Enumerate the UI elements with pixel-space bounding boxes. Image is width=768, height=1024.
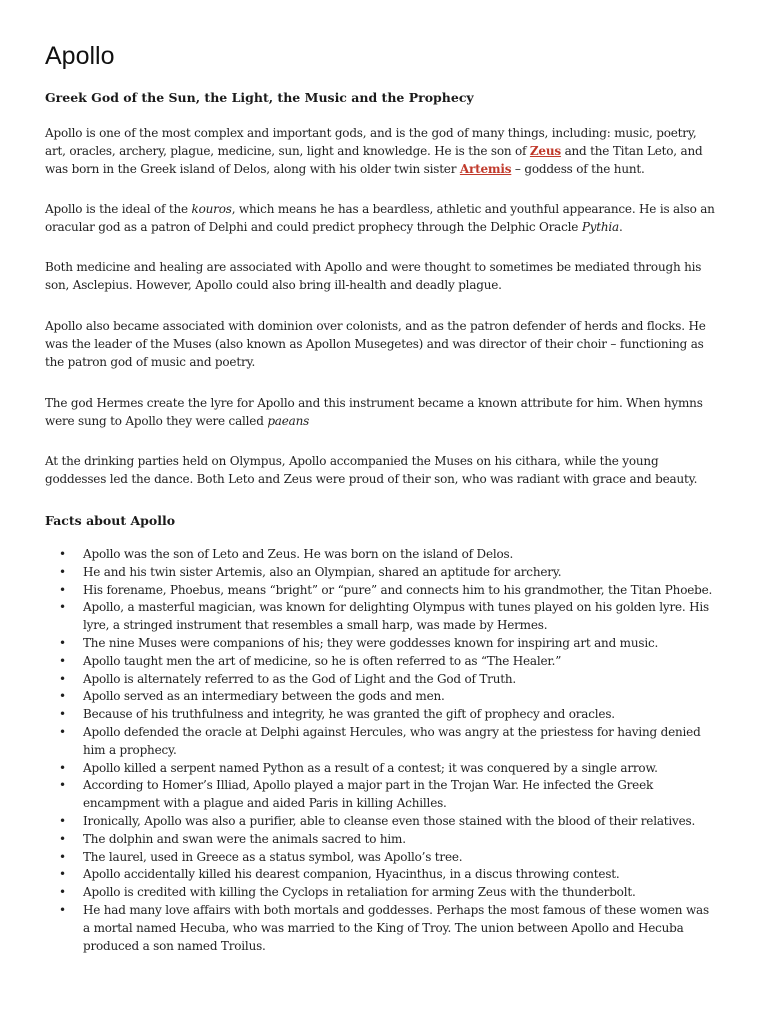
bullet-icon: •	[59, 778, 66, 793]
fact-list-item	[45, 688, 715, 706]
fact-text: He had many love affairs with both mortals and goddesses. Perhaps the most famous of these women was a mortal named Hecuba, who was married to the King of Troy. The union between Apollo and Hecuba produced a son named Troilus.	[83, 902, 709, 953]
fact-text: The nine Muses were companions of his; they were goddesses known for inspiring art and music.	[83, 635, 659, 650]
olympus-paragraph: At the drinking parties held on Olympus, Apollo accompanied the Muses on his cithara, while the young goddesses led the dance. Both Leto and Zeus were proud of their son, who was radiant with grace and beauty.	[45, 454, 698, 486]
muses-paragraph: Apollo also became associated with dominion over colonists, and as the patron defender of herds and flocks. He was the leader of the Muses (also known as Apollon Musegetes) and was director of their choir – functioning as the patron god of music and poetry.	[45, 319, 706, 369]
fact-text: Apollo taught men the art of medicine, so he is often referred to as “The Healer.”	[83, 653, 562, 668]
kouros-paragraph	[45, 200, 715, 236]
bullet-icon: •	[59, 760, 66, 775]
kouros-term: kouros	[191, 202, 232, 216]
fact-text: Apollo killed a serpent named Python as a result of a contest; it was conquered by a single arrow.	[83, 760, 658, 775]
bullet-icon: •	[59, 653, 66, 668]
fact-text: Because of his truthfulness and integrity, he was granted the gift of prophecy and oracles.	[83, 707, 615, 722]
fact-text: His forename, Phoebus, means “bright” or “pure” and connects him to his grandmother, the Titan Phoebe.	[83, 582, 713, 597]
bullet-icon: •	[59, 547, 66, 561]
fact-text: Apollo is credited with killing the Cyclops in retaliation for arming Zeus with the thunderbolt.	[83, 885, 636, 900]
intro-text-1: Apollo is one of the most complex and important gods, and is the god of many things, including: music, poetry, art, oracles, archery, plague, medicine, sun, light and knowledge. He is the son of	[45, 126, 697, 158]
fact-text: He and his twin sister Artemis, also an Olympian, shared an aptitude for archery.	[83, 564, 562, 579]
fact-list-item	[45, 671, 715, 689]
bullet-icon: •	[59, 813, 66, 828]
fact-text: Apollo accidentally killed his dearest companion, Hyacinthus, in a discus throwing contest.	[83, 867, 620, 882]
fact-text: The dolphin and swan were the animals sacred to him.	[83, 831, 406, 846]
fact-text: Apollo is alternately referred to as the God of Light and the God of Truth.	[83, 671, 517, 686]
page-subtitle: Greek God of the Sun, the Light, the Music and the Prophecy	[45, 90, 474, 105]
fact-list-item	[45, 866, 715, 884]
fact-list-item	[45, 884, 715, 902]
bullet-icon: •	[59, 600, 66, 615]
intro-text-3: – goddess of the hunt.	[511, 162, 645, 176]
fact-list-item	[45, 831, 715, 849]
facts-list	[45, 546, 715, 955]
page-title: Apollo	[45, 42, 115, 70]
bullet-icon: •	[59, 564, 66, 579]
intro-paragraph	[45, 124, 715, 178]
bullet-icon: •	[59, 689, 66, 704]
medicine-paragraph: Both medicine and healing are associated with Apollo and were thought to sometimes be mediated through his son, Asclepius. However, Apollo could also bring ill-health and deadly plague.	[45, 260, 702, 292]
pythia-term: Pythia	[581, 220, 620, 234]
bullet-icon: •	[59, 707, 66, 722]
fact-text: Apollo defended the oracle at Delphi against Hercules, who was angry at the priestess for having denied him a prophecy.	[83, 724, 701, 757]
fact-list-item	[45, 635, 715, 653]
para2-text-1: Apollo is the ideal of the	[45, 202, 192, 216]
intro-text-2: and the Titan Leto, and was born in the Greek island of Delos, along with his older twin sister	[45, 144, 703, 176]
bullet-icon: •	[59, 902, 66, 917]
fact-list-item	[45, 564, 715, 582]
artemis-link[interactable]: Artemis	[459, 162, 512, 176]
bullet-icon: •	[59, 582, 66, 597]
fact-text: Ironically, Apollo was also a purifier, able to cleanse even those stained with the blood of their relatives.	[83, 813, 696, 828]
bullet-icon: •	[59, 831, 66, 846]
fact-text: The laurel, used in Greece as a status symbol, was Apollo’s tree.	[83, 849, 463, 864]
bullet-icon: •	[59, 724, 66, 739]
lyre-paragraph	[45, 394, 715, 430]
fact-text: Apollo, a masterful magician, was known for delighting Olympus with tunes played on his golden lyre. His lyre, a stringed instrument that resembles a small harp, was made by Hermes.	[83, 600, 709, 633]
bullet-icon: •	[59, 635, 66, 650]
fact-list-item	[45, 724, 715, 760]
fact-list-item	[45, 849, 715, 867]
fact-text: Apollo served as an intermediary between the gods and men.	[83, 689, 445, 704]
fact-list-item	[45, 546, 715, 564]
bullet-icon: •	[59, 849, 66, 864]
fact-text: Apollo was the son of Leto and Zeus. He was born on the island of Delos.	[83, 547, 514, 561]
fact-list-item	[45, 653, 715, 671]
fact-text: According to Homer’s Illiad, Apollo played a major part in the Trojan War. He infected the Greek encampment with a plague and aided Paris in killing Achilles.	[83, 778, 654, 811]
para2-text-3: .	[619, 220, 623, 234]
bullet-icon: •	[59, 867, 66, 882]
fact-list-item	[45, 760, 715, 778]
fact-list-item	[45, 902, 715, 955]
zeus-link[interactable]: Zeus	[529, 144, 561, 158]
fact-list-item	[45, 777, 715, 813]
fact-list-item	[45, 582, 715, 600]
fact-list-item	[45, 813, 715, 831]
facts-heading: Facts about Apollo	[45, 513, 176, 528]
para5-text: The god Hermes create the lyre for Apollo and this instrument became a known attribute for him. When hymns were sung to Apollo they were called	[45, 396, 703, 428]
bullet-icon: •	[59, 885, 66, 900]
fact-list-item	[45, 706, 715, 724]
bullet-icon: •	[59, 671, 66, 686]
fact-list-item	[45, 599, 715, 635]
para2-text-2: , which means he has a beardless, athletic and youthful appearance. He is also an oracular god as a patron of Delphi and could predict prophecy through the Delphic Oracle	[45, 202, 715, 234]
paeans-term: paeans	[267, 414, 310, 428]
